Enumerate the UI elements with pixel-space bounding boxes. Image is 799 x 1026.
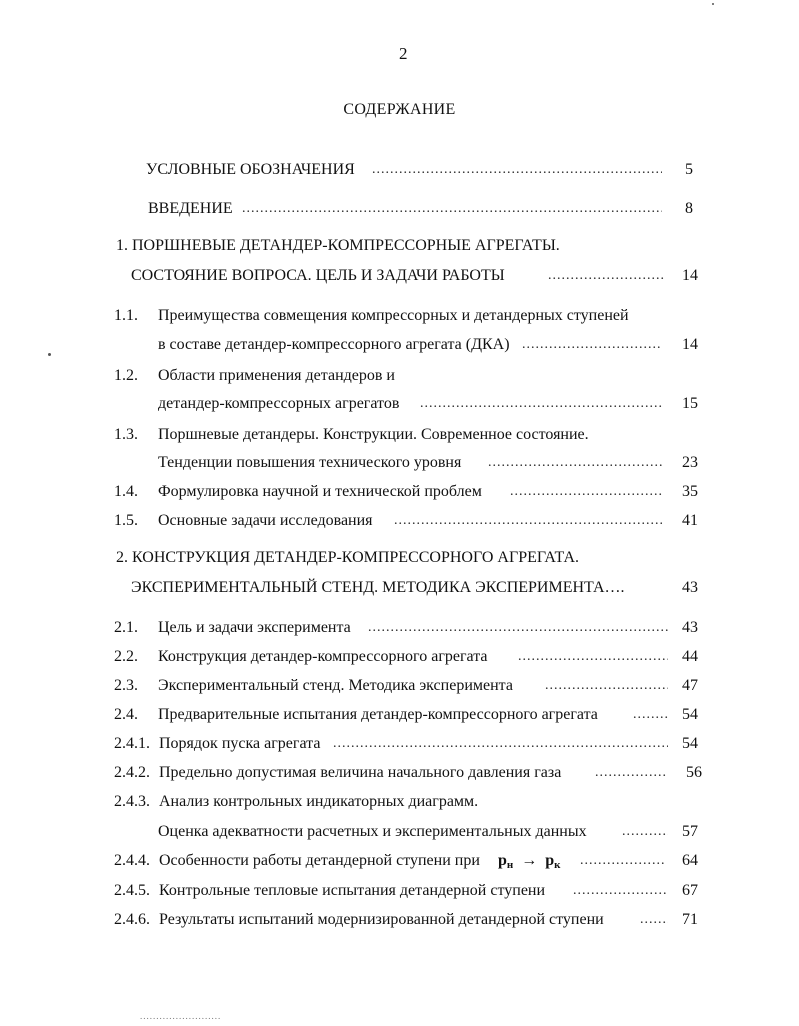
arrow-icon: → (521, 852, 538, 869)
toc-page-2-4: 54 (682, 706, 698, 723)
leader-dots (372, 160, 662, 180)
toc-section-number: 2.1. (114, 619, 138, 636)
leader-dots (510, 482, 662, 502)
pressure-symbol: p (498, 852, 507, 869)
toc-entry-2-2: Конструкция детандер-компрессорного агрегата (158, 648, 488, 665)
toc-section-number: 1.3. (114, 426, 138, 443)
leader-dots (548, 266, 664, 286)
toc-page-ch1: 14 (682, 267, 698, 284)
leader-dots (580, 851, 666, 871)
scan-speck (712, 3, 714, 5)
toc-page-ch2: 43 (682, 579, 698, 596)
toc-entry-1-2-line2: детандер-компрессорных агрегатов (158, 395, 400, 412)
toc-page-1-2: 15 (682, 395, 698, 412)
toc-section-number: 1.4. (114, 483, 138, 500)
toc-page-2-1: 43 (682, 619, 698, 636)
toc-page-2-4-6: 71 (682, 911, 698, 928)
toc-entry-notation: УСЛОВНЫЕ ОБОЗНАЧЕНИЯ (146, 161, 355, 178)
leader-dots (488, 453, 662, 473)
toc-entry-2-4-2: Предельно допустимая величина начального давления газа (159, 764, 562, 781)
toc-page-2-4-5: 67 (682, 882, 698, 899)
toc-page-1-3: 23 (682, 454, 698, 471)
subscript-initial: н (506, 859, 514, 871)
toc-entry-1-1-line1: Преимущества совмещения компрессорных и детандерных ступеней (158, 307, 629, 324)
toc-page-2-4-4: 64 (682, 852, 698, 869)
toc-entry-2-4: Предварительные испытания детандер-компрессорного агрегата (158, 706, 598, 723)
toc-page-2-4-3: 57 (682, 823, 698, 840)
page-number: 2 (399, 44, 408, 63)
toc-section-number: 1.1. (114, 307, 138, 324)
toc-chapter-2-line1: 2. КОНСТРУКЦИЯ ДЕТАНДЕР-КОМПРЕССОРНОГО АГРЕГАТА. (116, 549, 580, 566)
page-title: СОДЕРЖАНИЕ (343, 101, 456, 118)
toc-page-2-3: 47 (682, 677, 698, 694)
scan-speck (48, 353, 51, 356)
scan-artifact (140, 1006, 220, 1026)
toc-section-number: 2.4.3. (114, 793, 150, 810)
pressure-formula (498, 851, 561, 875)
toc-entry-1-5: Основные задачи исследования (158, 512, 373, 529)
toc-chapter-2-line2: ЭКСПЕРИМЕНТАЛЬНЫЙ СТЕНД. МЕТОДИКА ЭКСПЕРИМЕНТА…. (131, 579, 625, 596)
toc-page-1-4: 35 (682, 483, 698, 500)
toc-page-2-4-2: 56 (686, 764, 702, 781)
toc-section-number: 1.5. (114, 512, 138, 529)
toc-section-number: 2.3. (114, 677, 138, 694)
leader-dots (573, 881, 668, 901)
toc-entry-1-4: Формулировка научной и технической проблем (158, 483, 482, 500)
toc-entry-2-1: Цель и задачи эксперимента (158, 619, 351, 636)
leader-dots (518, 647, 668, 667)
toc-entry-2-4-3-line2: Оценка адекватности расчетных и экспериментальных данных (158, 823, 587, 840)
toc-chapter-1-line1: 1. ПОРШНЕВЫЕ ДЕТАНДЕР-КОМПРЕССОРНЫЕ АГРЕГАТЫ. (116, 237, 560, 254)
toc-page-1-5: 41 (682, 512, 698, 529)
leader-dots (522, 335, 662, 355)
toc-page-1-1: 14 (682, 336, 698, 353)
toc-section-number: 2.4.6. (114, 911, 150, 928)
toc-entry-1-3-line1: Поршневые детандеры. Конструкции. Современное состояние. (158, 426, 589, 443)
toc-section-number: 2.4.1. (114, 735, 150, 752)
pressure-symbol: p (545, 852, 555, 869)
leader-dots (420, 394, 662, 414)
toc-section-number: 2.2. (114, 648, 138, 665)
leader-dots (545, 676, 668, 696)
toc-entry-1-2-line1: Области применения детандеров и (158, 367, 395, 384)
leader-dots (242, 199, 662, 219)
toc-page-notation: 5 (685, 161, 693, 178)
leader-dots (368, 618, 668, 638)
toc-entry-2-4-5: Контрольные тепловые испытания детандерной ступени (159, 882, 546, 899)
toc-page-2-4-1: 54 (682, 735, 698, 752)
toc-section-number: 2.4. (114, 706, 138, 723)
leader-dots (394, 511, 662, 531)
toc-page-2-2: 44 (682, 648, 698, 665)
subscript-final: к (554, 859, 561, 871)
toc-entry-2-4-1: Порядок пуска агрегата (159, 735, 321, 752)
toc-section-number: 2.4.5. (114, 882, 150, 899)
leader-dots (333, 734, 668, 754)
toc-entry-2-3: Экспериментальный стенд. Методика эксперимента (158, 677, 513, 694)
toc-entry-intro: ВВЕДЕНИЕ (148, 200, 233, 217)
toc-page-intro: 8 (685, 200, 693, 217)
toc-entry-1-1-line2: в составе детандер-компрессорного агрегата (ДКА) (158, 336, 510, 353)
toc-section-number: 2.4.2. (114, 764, 150, 781)
toc-entry-1-3-line2: Тенденции повышения технического уровня (158, 454, 462, 471)
toc-section-number: 1.2. (114, 367, 138, 384)
leader-dots (595, 763, 667, 783)
toc-entry-2-4-6: Результаты испытаний модернизированной детандерной ступени (159, 911, 604, 928)
toc-entry-2-4-4: Особенности работы детандерной ступени при (159, 852, 480, 869)
toc-entry-2-4-3-line1: Анализ контрольных индикаторных диаграмм. (159, 793, 479, 810)
toc-chapter-1-line2: СОСТОЯНИЕ ВОПРОСА. ЦЕЛЬ И ЗАДАЧИ РАБОТЫ (131, 267, 505, 284)
toc-section-number: 2.4.4. (114, 852, 150, 869)
